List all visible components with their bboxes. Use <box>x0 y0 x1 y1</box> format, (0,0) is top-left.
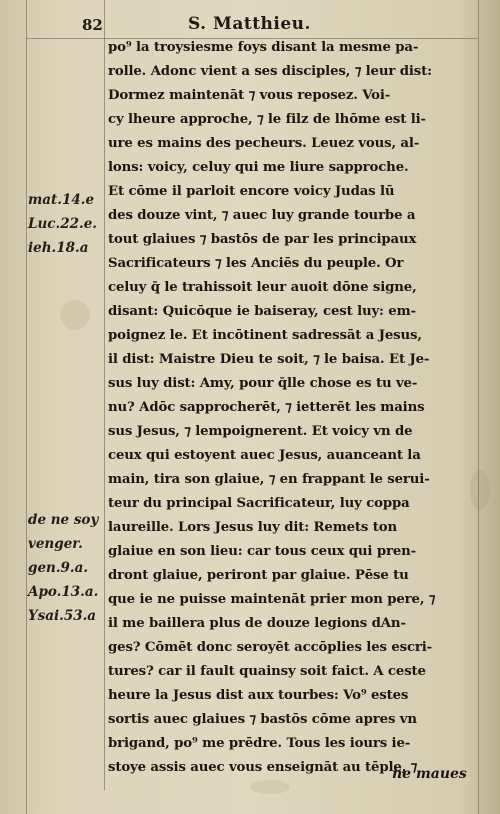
text-line: des douze vint, ⁊ auec luy grande tourbe a <box>108 208 416 223</box>
text-line: Et cōme il parloit encore voicy Judas lū <box>108 184 395 199</box>
text-line: disant: Quicōque ie baiseray, cest luy: em- <box>108 304 416 319</box>
text-line: rolle. Adonc vient a ses disciples, ⁊ leur dist: <box>108 64 432 79</box>
text-line: Dormez maintenāt ⁊ vous reposez. Voi- <box>108 88 391 103</box>
running-head: S. Matthieu. <box>188 14 311 34</box>
text-line: Sacrificateurs ⁊ les Anciēs du peuple. Or <box>108 256 404 271</box>
text-line: dront glaiue, periront par glaiue. Pēse tu <box>108 568 409 583</box>
text-line: cy lheure approche, ⁊ le filz de lhōme est li- <box>108 112 426 127</box>
catchword: ne maues <box>392 766 467 782</box>
margin-note: de ne soy <box>28 512 99 528</box>
margin-note: Ysai.53.a <box>28 608 97 624</box>
text-line: sortis auec glaiues ⁊ bastōs cōme apres vn <box>108 712 417 727</box>
text-line: brigand, po⁹ me prēdre. Tous les iours ie- <box>108 736 411 751</box>
text-line: tout glaiues ⁊ bastōs de par les principaux <box>108 232 417 247</box>
margin-note: gen.9.a. <box>28 560 89 576</box>
margin-note: venger. <box>28 536 83 552</box>
text-line: il dist: Maistre Dieu te soit, ⁊ le baisa. Et Je- <box>108 352 430 367</box>
folio-number: 82 <box>82 16 103 34</box>
text-line: ure es mains des pecheurs. Leuez vous, al- <box>108 136 420 151</box>
text-line: tures? car il fault quainsy soit faict. A ceste <box>108 664 426 679</box>
main-text-block <box>108 36 496 780</box>
text-line: heure la Jesus dist aux tourbes: Vo⁹ estes <box>108 688 409 703</box>
text-line: lons: voicy, celuy qui me liure sapproche. <box>108 160 409 175</box>
text-line: que ie ne puisse maintenāt prier mon pere, ⁊ <box>108 592 436 607</box>
text-line: sus Jesus, ⁊ lempoignerent. Et voicy vn de <box>108 424 413 439</box>
text-line: stoye assis auec vous enseignāt au tēple, ⁊ <box>108 760 418 775</box>
text-line: celuy q̄ le trahissoit leur auoit dōne signe, <box>108 280 417 295</box>
margin-note: Luc.22.e. <box>28 216 98 232</box>
text-line: sus luy dist: Amy, pour q̄lle chose es tu ve- <box>108 376 418 391</box>
text-line: po⁹ la troysiesme foys disant la mesme pa- <box>108 40 419 55</box>
margin-note: ieh.18.a <box>28 240 89 256</box>
paper-stain <box>60 300 90 330</box>
text-line: main, tira son glaiue, ⁊ en frappant le serui- <box>108 472 430 487</box>
text-line: teur du principal Sacrificateur, luy coppa <box>108 496 410 511</box>
text-line: glaiue en son lieu: car tous ceux qui pren- <box>108 544 417 559</box>
paper-stain <box>250 780 290 794</box>
margin-note: Apo.13.a. <box>28 584 99 600</box>
text-line: il me baillera plus de douze legions dAn- <box>108 616 406 631</box>
text-line: nu? Adōc sapprocherēt, ⁊ ietterēt les mains <box>108 400 425 415</box>
text-line: ges? Cōmēt donc seroyēt accōplies les escri- <box>108 640 433 655</box>
left-frame-rule <box>26 0 27 814</box>
text-line: ceux qui estoyent auec Jesus, auanceant la <box>108 448 421 463</box>
margin-note: mat.14.e <box>28 192 95 208</box>
margin-notes-group-1 <box>28 188 112 260</box>
margin-column-rule <box>104 0 105 790</box>
text-line: laureille. Lors Jesus luy dit: Remets ton <box>108 520 397 535</box>
text-line: poignez le. Et incōtinent sadressāt a Jesus, <box>108 328 422 343</box>
margin-notes-group-2 <box>28 508 112 628</box>
